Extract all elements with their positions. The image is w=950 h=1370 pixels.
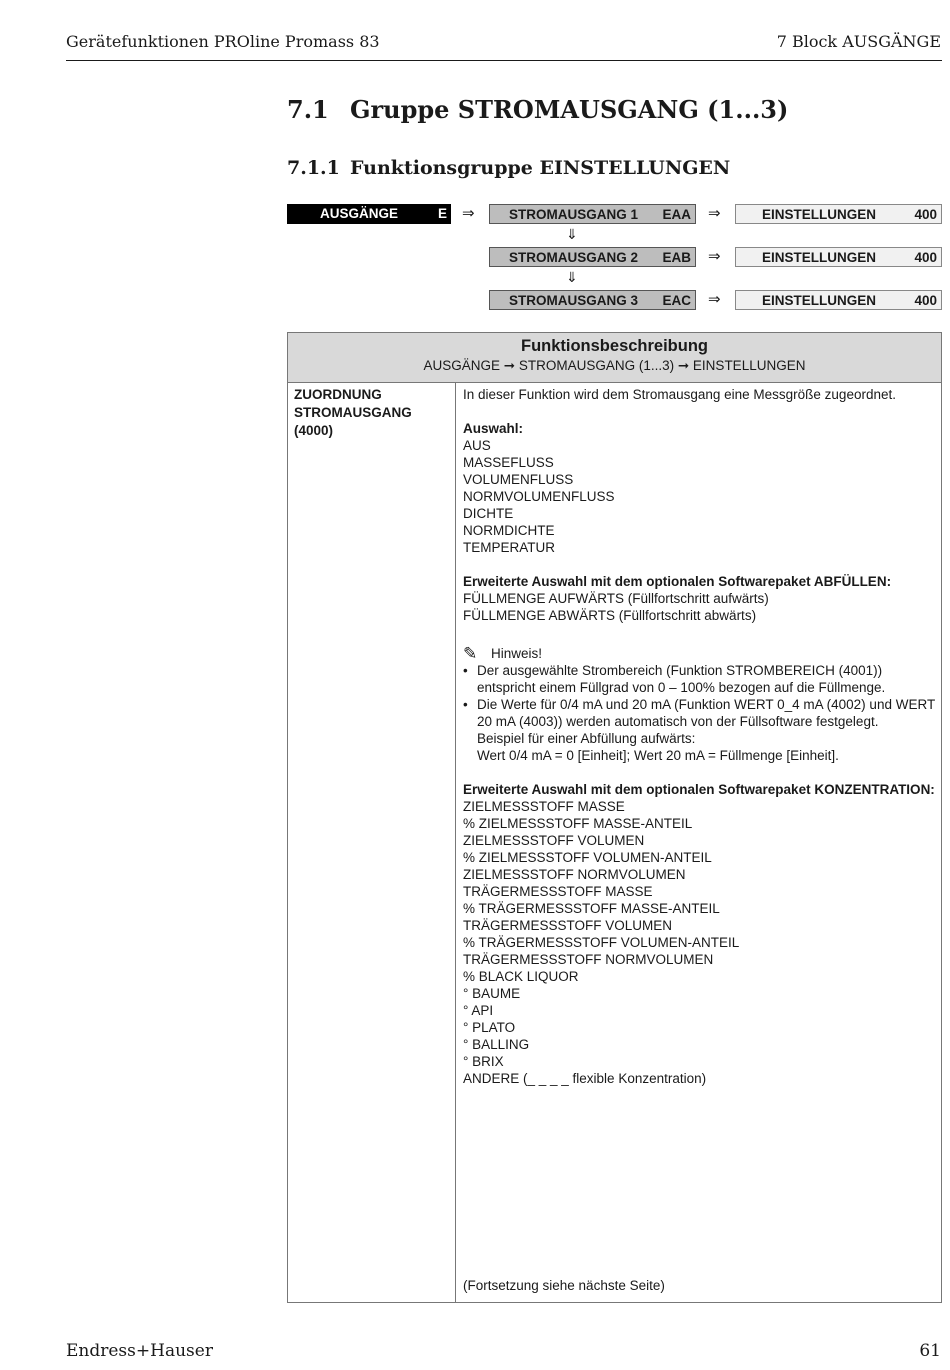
section-number: 7.1 <box>287 95 329 124</box>
nav-function-box <box>735 247 942 267</box>
nav-arrow-right-icon: ⇒ <box>708 291 721 308</box>
list-item: NORMVOLUMENFLUSS <box>463 489 615 504</box>
nav-function-label: EINSTELLUNGEN <box>762 250 877 265</box>
nav-group-label: STROMAUSGANG 3 <box>509 293 639 308</box>
nav-function-code: 400 <box>914 293 937 308</box>
list-item: ° BAUME <box>463 986 521 1001</box>
auswahl-list <box>463 437 941 556</box>
header-rule <box>66 60 942 61</box>
list-item: TRÄGERMESSSTOFF NORMVOLUMEN <box>463 952 714 967</box>
list-item: ANDERE (_ _ _ _ flexible Konzentration) <box>463 1071 707 1086</box>
function-description-cell <box>463 386 941 1087</box>
nav-arrow-down-icon: ⇓ <box>566 226 578 242</box>
note-heading <box>463 645 941 662</box>
nav-arrow-right-icon: ⇒ <box>708 205 721 222</box>
column-divider <box>455 383 456 1302</box>
list-item: MASSEFLUSS <box>463 455 554 470</box>
list-item: % ZIELMESSSTOFF VOLUMEN-ANTEIL <box>463 850 712 865</box>
table-title: Funktionsbeschreibung <box>520 337 708 355</box>
section-title: Gruppe STROMAUSGANG (1...3) <box>350 95 789 124</box>
nav-block-code: E <box>437 206 447 221</box>
function-intro: In dieser Funktion wird dem Stromausgang eine Messgröße zugeordnet. <box>463 387 896 402</box>
nav-arrow-right-icon: ⇒ <box>462 205 475 222</box>
note-label: Hinweis! <box>491 646 543 661</box>
nav-function-box <box>735 204 942 224</box>
nav-group-box <box>489 204 696 224</box>
note-text: • Der ausgewählte Strombereich (Funktion STROMBEREICH (4001)) <box>477 663 883 678</box>
nav-group-code: EAB <box>662 250 691 265</box>
table-header <box>288 333 941 383</box>
running-header-title: Gerätefunktionen PROline Promass 83 <box>66 32 380 51</box>
section-heading <box>287 95 788 124</box>
nav-group-box <box>489 247 696 267</box>
nav-function-label: EINSTELLUNGEN <box>762 293 877 308</box>
list-item: ZIELMESSSTOFF MASSE <box>463 799 625 814</box>
nav-arrow-down-icon: ⇓ <box>566 269 578 285</box>
list-item: FÜLLMENGE AUFWÄRTS (Füllfortschritt aufwärts) <box>463 591 769 606</box>
nav-group-box <box>489 290 696 310</box>
table-path: AUSGÄNGE ➞ STROMAUSGANG (1...3) ➞ EINSTELLUNGEN <box>423 358 806 373</box>
list-item: ° API <box>463 1003 494 1018</box>
pencil-note-icon: ✎ <box>463 644 478 663</box>
nav-function-label: EINSTELLUNGEN <box>762 207 877 222</box>
list-item: % TRÄGERMESSSTOFF MASSE-ANTEIL <box>463 901 720 916</box>
note-text: entspricht einem Füllgrad von 0 – 100% bezogen auf die Füllmenge. <box>477 680 886 695</box>
list-item: ° BALLING <box>463 1037 530 1052</box>
nav-group-code: EAC <box>662 293 691 308</box>
nav-group-label: STROMAUSGANG 2 <box>509 250 639 265</box>
subsection-title: Funktionsgruppe EINSTELLUNGEN <box>350 157 731 179</box>
nav-group-label: STROMAUSGANG 1 <box>509 207 639 222</box>
list-item: ZIELMESSSTOFF VOLUMEN <box>463 833 645 848</box>
list-item: ° BRIX <box>463 1054 504 1069</box>
running-header-chapter: 7 Block AUSGÄNGE <box>776 32 941 51</box>
list-item: FÜLLMENGE ABWÄRTS (Füllfortschritt abwärts) <box>463 608 757 623</box>
list-item: ZIELMESSSTOFF NORMVOLUMEN <box>463 867 686 882</box>
function-code: (4000) <box>294 423 334 438</box>
note-text: • Die Werte für 0/4 mA und 20 mA (Funktion WERT 0_4 mA (4002) und WERT <box>477 697 936 712</box>
nav-group-code: EAA <box>662 207 691 222</box>
nav-arrow-right-icon: ⇒ <box>708 248 721 265</box>
note-bullet <box>463 696 941 764</box>
footer-brand: Endress+Hauser <box>66 1341 213 1361</box>
concentration-list <box>463 798 941 1087</box>
function-name-line: ZUORDNUNG <box>294 387 382 402</box>
note-text: Beispiel für einer Abfüllung aufwärts: <box>477 731 696 746</box>
list-item: TRÄGERMESSSTOFF VOLUMEN <box>463 918 673 933</box>
function-name-line: STROMAUSGANG <box>294 405 412 420</box>
subsection-number: 7.1.1 <box>287 157 340 179</box>
list-item: ° PLATO <box>463 1020 516 1035</box>
nav-function-code: 400 <box>914 207 937 222</box>
nav-function-code: 400 <box>914 250 937 265</box>
note-text: 20 mA (4003)) werden automatisch von der Füllsoftware festgelegt. <box>477 714 879 729</box>
list-item: % ZIELMESSSTOFF MASSE-ANTEIL <box>463 816 693 831</box>
list-item: % TRÄGERMESSSTOFF VOLUMEN-ANTEIL <box>463 935 740 950</box>
extended-selection-label: Erweiterte Auswahl mit dem optionalen Softwarepaket KONZENTRATION: <box>463 782 935 797</box>
note-bullet <box>463 662 941 696</box>
note-text: Wert 0/4 mA = 0 [Einheit]; Wert 20 mA = Füllmenge [Einheit]. <box>477 748 839 763</box>
list-item: NORMDICHTE <box>463 523 555 538</box>
page-number: 61 <box>919 1341 941 1361</box>
function-description-table <box>287 332 942 1303</box>
extended-selection-label: Erweiterte Auswahl mit dem optionalen Softwarepaket ABFÜLLEN: <box>463 574 892 589</box>
subsection-heading <box>287 157 730 179</box>
list-item: AUS <box>463 438 491 453</box>
list-item: DICHTE <box>463 506 514 521</box>
list-item: % BLACK LIQUOR <box>463 969 579 984</box>
function-name-cell <box>294 386 444 440</box>
nav-block-label: AUSGÄNGE <box>320 206 399 221</box>
nav-block-box <box>287 204 451 224</box>
list-item: TRÄGERMESSSTOFF MASSE <box>463 884 653 899</box>
auswahl-label: Auswahl: <box>463 421 524 436</box>
list-item: TEMPERATUR <box>463 540 556 555</box>
continuation-note: (Fortsetzung siehe nächste Seite) <box>463 1278 665 1293</box>
nav-function-box <box>735 290 942 310</box>
list-item: VOLUMENFLUSS <box>463 472 574 487</box>
